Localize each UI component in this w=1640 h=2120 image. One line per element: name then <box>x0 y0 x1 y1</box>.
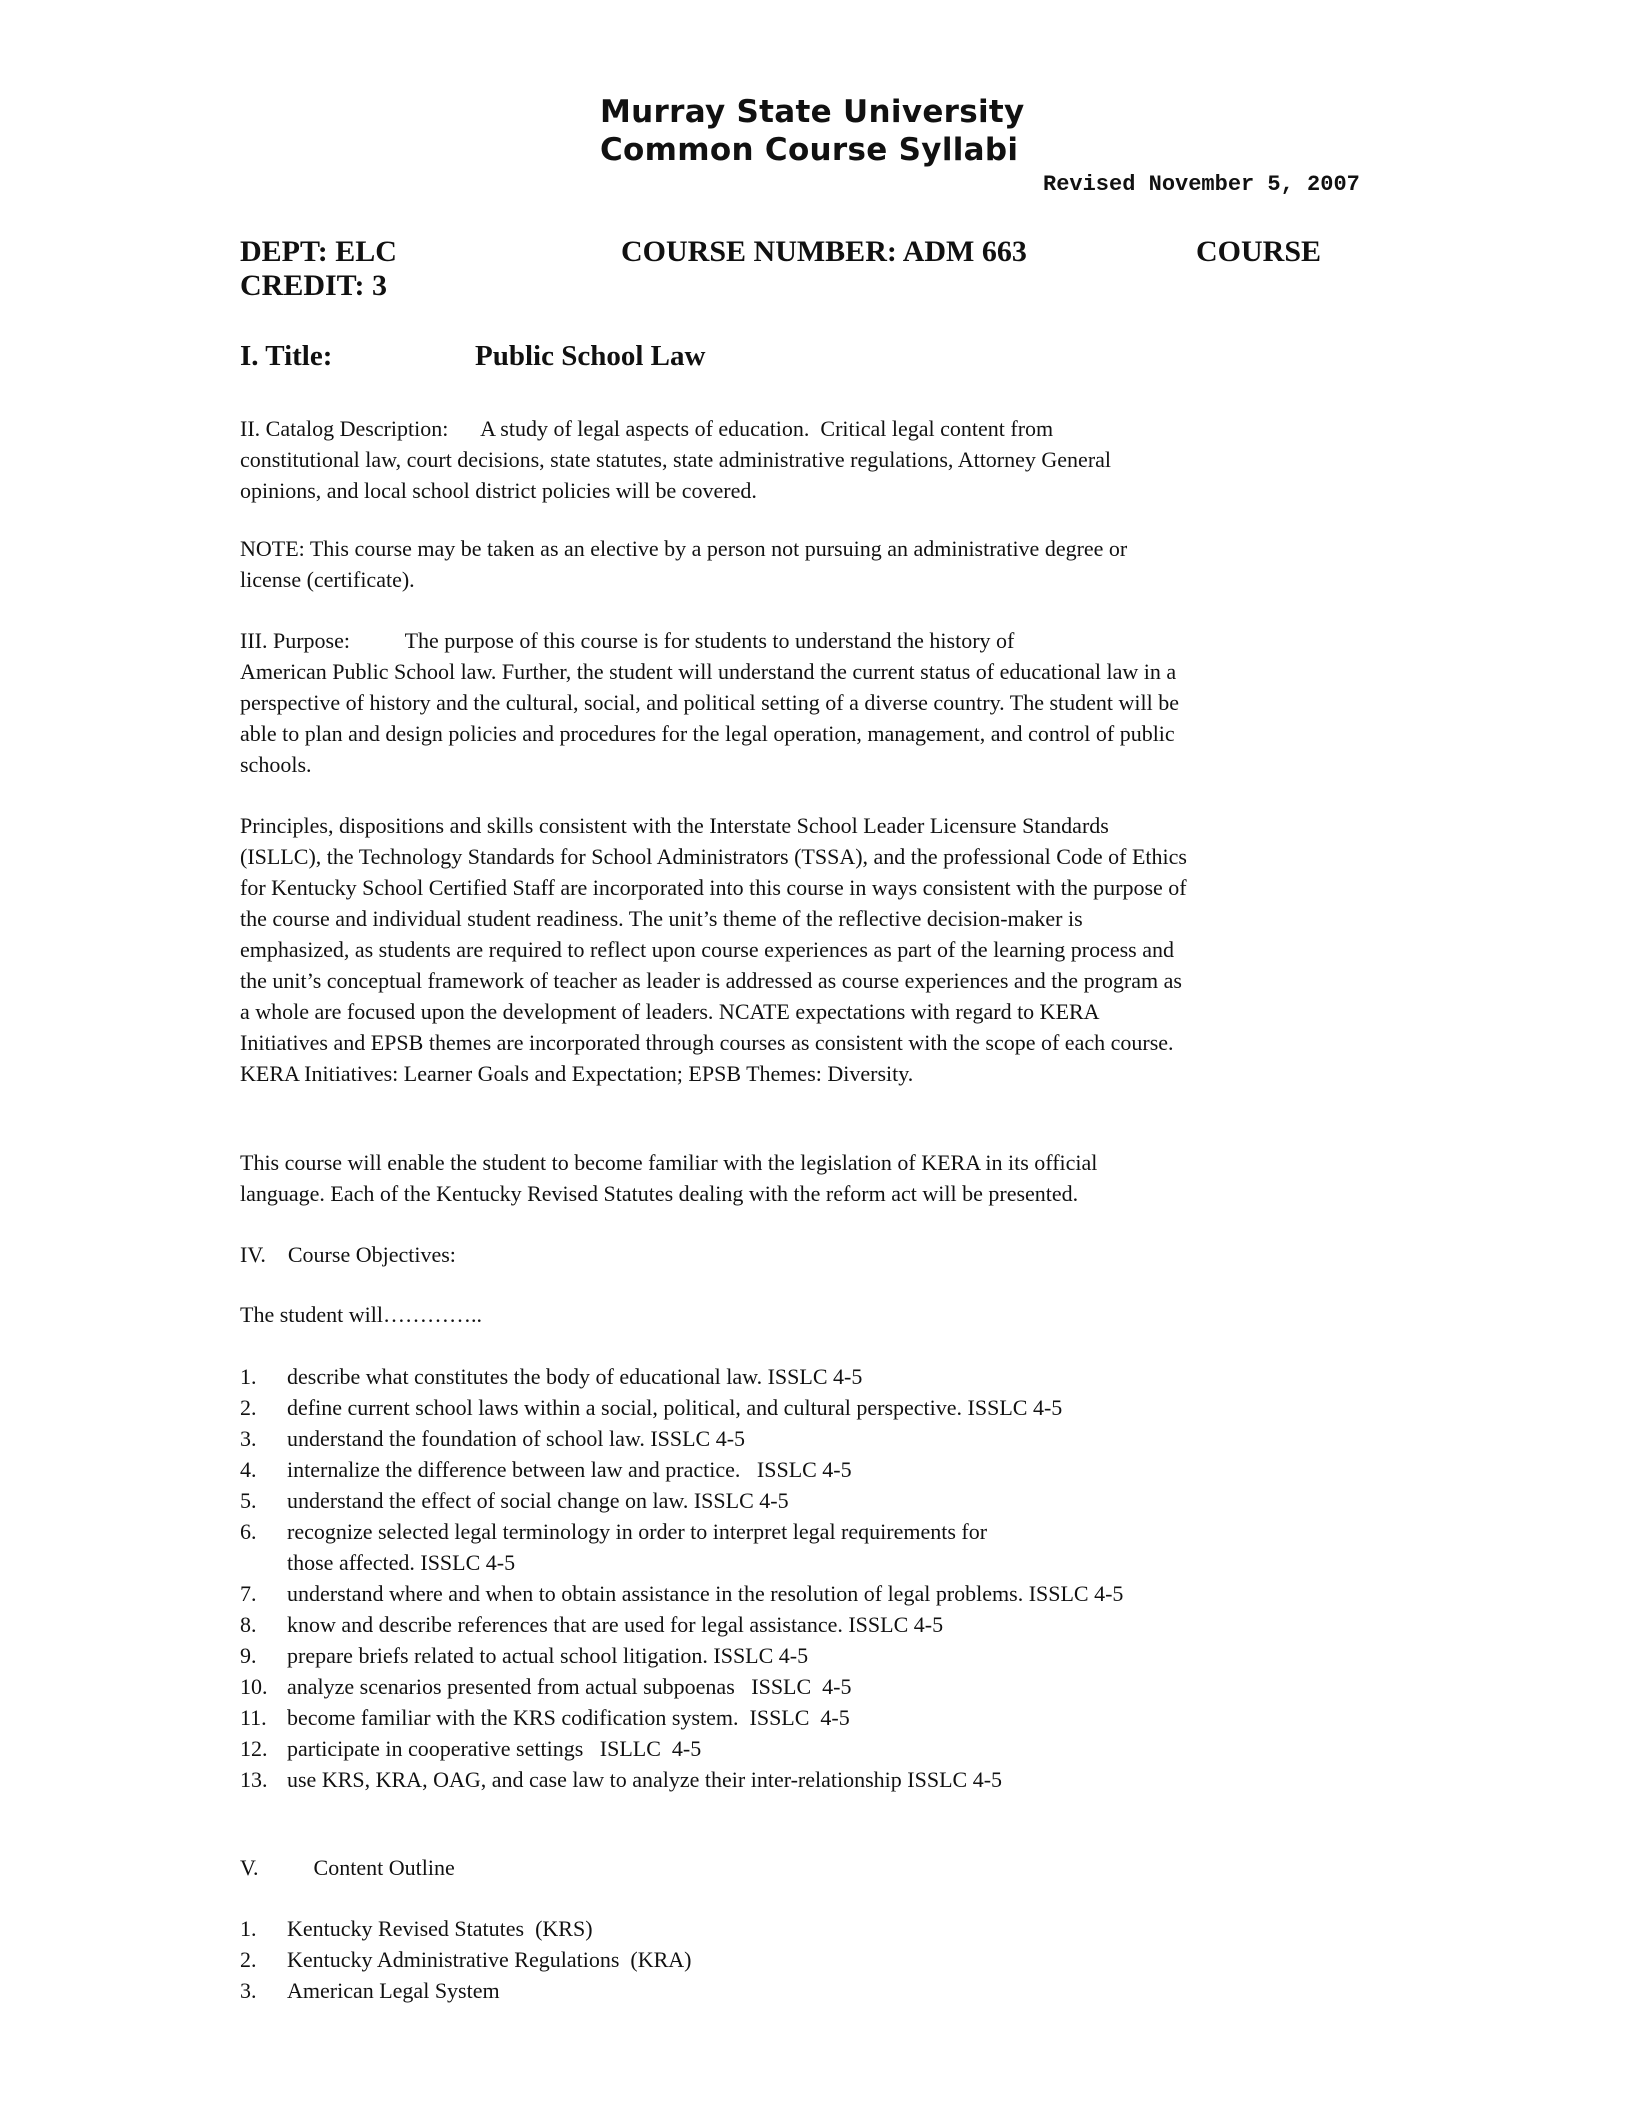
list-text: become familiar with the KRS codification system. ISSLC 4-5 <box>287 1705 850 1730</box>
list-number: 3. <box>240 1978 257 2003</box>
course-title: Public School Law <box>475 340 706 372</box>
list-number: 7. <box>240 1581 257 1606</box>
note-paragraph <box>240 533 1390 595</box>
list-number: 4. <box>240 1457 257 1482</box>
principles-paragraph <box>240 810 1390 1089</box>
list-number: 13. <box>240 1767 268 1792</box>
list-number: 6. <box>240 1519 257 1544</box>
list-item <box>240 1485 1123 1516</box>
revision-date: Revised November 5, 2007 <box>1043 172 1360 197</box>
list-item-continuation <box>240 1547 1123 1578</box>
list-item <box>240 1975 692 2006</box>
objectives-list <box>240 1361 1123 1795</box>
catalog-description <box>240 413 1390 506</box>
list-number: 1. <box>240 1364 257 1389</box>
list-text: define current school laws within a social, political, and cultural perspective. ISSLC 4-5 <box>287 1395 1063 1420</box>
principles-line: (ISLLC), the Technology Standards for School Administrators (TSSA), and the professional Code of Ethics <box>240 844 1187 869</box>
course-number: COURSE NUMBER: ADM 663 <box>621 235 1027 268</box>
list-text: use KRS, KRA, OAG, and case law to analyze their inter-relationship ISSLC 4-5 <box>287 1767 1003 1792</box>
list-text: describe what constitutes the body of educational law. ISSLC 4-5 <box>287 1364 863 1389</box>
list-number: 10. <box>240 1674 268 1699</box>
list-number: 8. <box>240 1612 257 1637</box>
note-line: license (certificate). <box>240 567 415 592</box>
kera-line: language. Each of the Kentucky Revised Statutes dealing with the reform act will be presented. <box>240 1181 1079 1206</box>
kera-paragraph <box>240 1147 1390 1209</box>
list-item <box>240 1423 1123 1454</box>
purpose-paragraph <box>240 625 1390 780</box>
list-text: analyze scenarios presented from actual subpoenas ISSLC 4-5 <box>287 1674 852 1699</box>
objectives-heading: IV. Course Objectives: <box>240 1242 456 1267</box>
principles-line: KERA Initiatives: Learner Goals and Expectation; EPSB Themes: Diversity. <box>240 1061 914 1086</box>
list-text: internalize the difference between law and practice. ISSLC 4-5 <box>287 1457 852 1482</box>
list-number: 5. <box>240 1488 257 1513</box>
credit-label: CREDIT: 3 <box>240 269 387 302</box>
principles-line: for Kentucky School Certified Staff are incorporated into this course in ways consistent with the purpose of <box>240 875 1187 900</box>
content-outline-heading: V. Content Outline <box>240 1855 455 1880</box>
list-item <box>240 1764 1123 1795</box>
list-text: American Legal System <box>287 1978 500 2003</box>
objectives-intro: The student will………….. <box>240 1302 482 1327</box>
document-title: Common Course Syllabi <box>600 132 1019 168</box>
list-number: 2. <box>240 1395 257 1420</box>
list-number: 2. <box>240 1947 257 1972</box>
list-text: those affected. ISSLC 4-5 <box>287 1550 516 1575</box>
purpose-line: III. Purpose: The purpose of this course is for students to understand the history of <box>240 628 1015 653</box>
list-text: Kentucky Administrative Regulations (KRA) <box>287 1947 692 1972</box>
list-item <box>240 1671 1123 1702</box>
dept-label: DEPT: ELC <box>240 235 397 268</box>
list-item <box>240 1609 1123 1640</box>
list-number: 11. <box>240 1705 267 1730</box>
kera-line: This course will enable the student to become familiar with the legislation of KERA in its official <box>240 1150 1098 1175</box>
list-text: understand where and when to obtain assistance in the resolution of legal problems. ISSLC 4-5 <box>287 1581 1124 1606</box>
list-text: Kentucky Revised Statutes (KRS) <box>287 1916 593 1941</box>
principles-line: emphasized, as students are required to reflect upon course experiences as part of the learning process and <box>240 937 1175 962</box>
list-text: know and describe references that are used for legal assistance. ISSLC 4-5 <box>287 1612 944 1637</box>
principles-line: Initiatives and EPSB themes are incorporated through courses as consistent with the scope of each course. <box>240 1030 1174 1055</box>
purpose-line: perspective of history and the cultural, social, and political setting of a diverse country. The student will be <box>240 690 1180 715</box>
institution-title: Murray State University <box>600 94 1025 130</box>
principles-line: the course and individual student readiness. The unit’s theme of the reflective decision-maker is <box>240 906 1083 931</box>
list-item <box>240 1454 1123 1485</box>
list-item <box>240 1640 1123 1671</box>
content-outline-list <box>240 1913 692 2006</box>
course-label: COURSE <box>1196 235 1322 268</box>
list-text: understand the foundation of school law. ISSLC 4-5 <box>287 1426 746 1451</box>
catalog-line: opinions, and local school district policies will be covered. <box>240 478 757 503</box>
list-item <box>240 1733 1123 1764</box>
catalog-line: II. Catalog Description: A study of legal aspects of education. Critical legal content from <box>240 416 1054 441</box>
list-number: 9. <box>240 1643 257 1668</box>
list-item <box>240 1913 692 1944</box>
list-item <box>240 1516 1123 1547</box>
list-number: 1. <box>240 1916 257 1941</box>
principles-line: Principles, dispositions and skills consistent with the Interstate School Leader Licensure Standards <box>240 813 1109 838</box>
title-section-label: I. Title: <box>240 340 333 372</box>
list-number: 12. <box>240 1736 268 1761</box>
principles-line: a whole are focused upon the development of leaders. NCATE expectations with regard to KERA <box>240 999 1100 1024</box>
list-item <box>240 1361 1123 1392</box>
list-text: recognize selected legal terminology in order to interpret legal requirements for <box>287 1519 988 1544</box>
list-text: participate in cooperative settings ISLLC 4-5 <box>287 1736 702 1761</box>
list-text: understand the effect of social change on law. ISSLC 4-5 <box>287 1488 789 1513</box>
list-text: prepare briefs related to actual school litigation. ISSLC 4-5 <box>287 1643 809 1668</box>
list-item <box>240 1578 1123 1609</box>
purpose-line: able to plan and design policies and procedures for the legal operation, management, and control of public <box>240 721 1175 746</box>
list-number: 3. <box>240 1426 257 1451</box>
purpose-line: schools. <box>240 752 312 777</box>
note-line: NOTE: This course may be taken as an elective by a person not pursuing an administrative degree or <box>240 536 1128 561</box>
list-item <box>240 1702 1123 1733</box>
principles-line: the unit’s conceptual framework of teacher as leader is addressed as course experiences and the program as <box>240 968 1182 993</box>
list-item <box>240 1392 1123 1423</box>
purpose-line: American Public School law. Further, the student will understand the current status of educational law in a <box>240 659 1177 684</box>
catalog-line: constitutional law, court decisions, state statutes, state administrative regulations, Attorney General <box>240 447 1112 472</box>
list-item <box>240 1944 692 1975</box>
